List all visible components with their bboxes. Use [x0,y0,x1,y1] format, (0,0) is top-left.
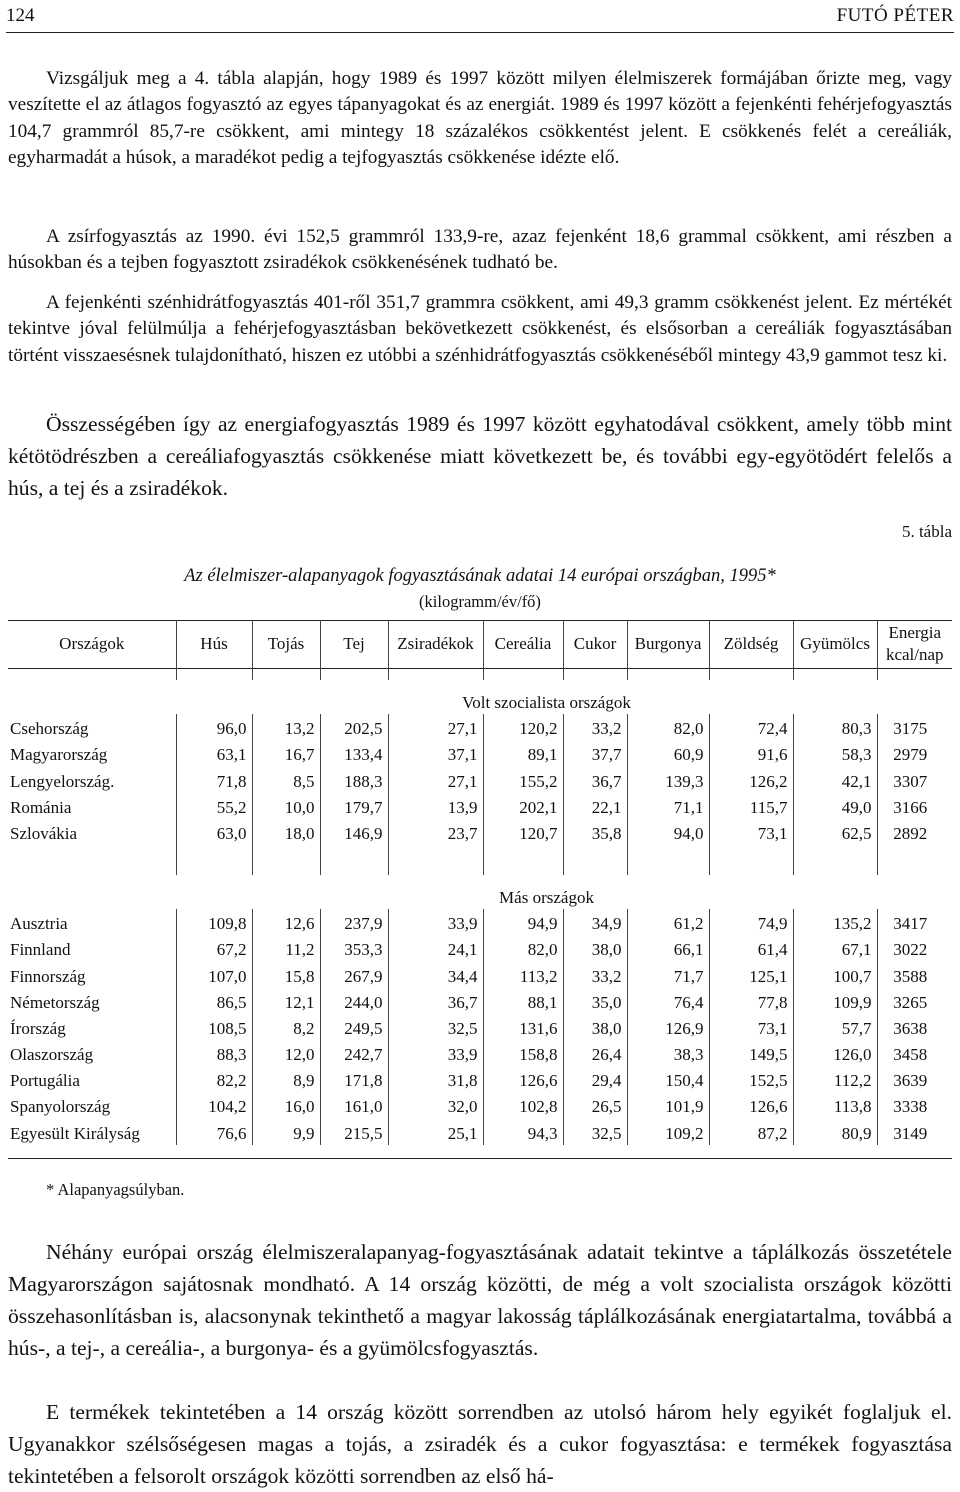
spacer-cell [388,668,483,680]
country-cell: Lengyelország. [10,771,115,791]
gap-cell [627,845,709,875]
value-cell: 109,2 [627,1118,709,1144]
value-cell: 8,9 [252,1066,320,1092]
spacer-cell [176,668,252,680]
gap-cell [483,845,563,875]
spacer-cell [793,668,877,680]
value-cell: 32,5 [563,1118,627,1144]
value-cell: 126,0 [793,1040,877,1066]
value-cell: 101,9 [627,1092,709,1118]
table-row [8,714,952,740]
table-row [8,740,952,766]
value-cell: 22,1 [563,793,627,819]
table-row [8,988,952,1014]
value-cell: 3022 [877,935,952,961]
value-cell: 135,2 [793,909,877,935]
value-cell: 27,1 [388,766,483,792]
country-cell: Magyarország [10,745,108,765]
value-cell: 96,0 [176,714,252,740]
value-cell: 26,4 [563,1040,627,1066]
table-row [8,1014,952,1040]
paragraph-carbohydrate: A fejenkénti szénhidrátfogyasztás 401-ről 351,7 grammra csökkent, ami 49,3 gramm csökkenést jelent. Ez mértékét tekintve jóval felülmúlja a fehérjefogyasztásban bekövetkezett csökkenést, és elsősorban a cereáliák fogyasztásában történt visszaesésnek tulajdonítható, hiszen ez utóbbi a szénhidrátfogyasztás csökkenéséből mintegy 43,9 gammot tesz ki. [8,292,952,366]
value-cell: 86,5 [176,988,252,1014]
column-header-energy [877,620,952,668]
value-cell: 249,5 [320,1014,388,1040]
value-cell: 15,8 [252,961,320,987]
value-cell: 38,0 [563,1014,627,1040]
table-row [8,935,952,961]
value-cell: 353,3 [320,935,388,961]
value-cell: 82,2 [176,1066,252,1092]
value-cell: 61,4 [709,935,793,961]
value-cell: 12,0 [252,1040,320,1066]
column-header-countries: Országok [59,634,125,653]
value-cell: 133,4 [320,740,388,766]
value-cell: 152,5 [709,1066,793,1092]
paragraph-ranking: E termékek tekintetében a 14 ország között sorrendben az utolsó három hely egyikét foglaljuk el. Ugyanakkor szélsőségesen magas a tojás, a zsiradék és a cukor fogyasztása: e termékek fogyasztása tekintetében a felsorolt országok közötti sorrendben az első há- [8,1400,952,1488]
table-row [8,819,952,845]
table-row [8,1118,952,1144]
country-cell: Csehország [10,719,89,739]
value-cell: 35,8 [563,819,627,845]
value-cell: 102,8 [483,1092,563,1118]
value-cell: 12,1 [252,988,320,1014]
value-cell: 12,6 [252,909,320,935]
value-cell: 25,1 [388,1118,483,1144]
country-cell: Ausztria [10,914,68,934]
value-cell: 109,9 [793,988,877,1014]
country-cell: Írország [10,1018,66,1038]
gap-cell [388,845,483,875]
value-cell: 215,5 [320,1118,388,1144]
value-cell: 9,9 [252,1118,320,1144]
value-cell: 94,9 [483,909,563,935]
column-header-sugar: Cukor [563,620,627,668]
value-cell: 26,5 [563,1092,627,1118]
value-cell: 23,7 [388,819,483,845]
value-cell: 2979 [877,740,952,766]
value-cell: 171,8 [320,1066,388,1092]
value-cell: 3458 [877,1040,952,1066]
value-cell: 149,5 [709,1040,793,1066]
column-header-potato: Burgonya [627,620,709,668]
spacer-cell [252,668,320,680]
value-cell: 33,9 [388,909,483,935]
table-number: 5. tábla [901,522,952,541]
value-cell: 179,7 [320,793,388,819]
gap-cell [877,845,952,875]
column-header-fats: Zsiradékok [388,620,483,668]
column-header-cereals: Cereália [483,620,563,668]
table-row [8,1092,952,1118]
country-cell: Spanyolország [10,1097,111,1117]
country-cell: Románia [10,797,72,817]
value-cell: 237,9 [320,909,388,935]
value-cell: 188,3 [320,766,388,792]
value-cell: 63,0 [176,819,252,845]
value-cell: 11,2 [252,935,320,961]
value-cell: 33,2 [563,961,627,987]
value-cell: 62,5 [793,819,877,845]
value-cell: 113,2 [483,961,563,987]
group-heading: Más országok [499,887,594,907]
value-cell: 88,3 [176,1040,252,1066]
value-cell: 3638 [877,1014,952,1040]
paragraph-protein: Vizsgáljuk meg a 4. tábla alapján, hogy 1989 és 1997 között milyen élelmiszerek formájában őrizte meg, vagy veszítette el az átlagos fogyasztó az egyes tápanyagokat és az energiát. 1989 és 1997 között a fejenkénti fehérjefogyasztás 104,7 grammról 85,7-re csökkent, ami mintegy 18 százalékos csökkentést jelent. E csökkenés felét a cereáliák, egyharmadát a húsok, a maradékot pedig a tejfogyasztás csökkenése idézte elő. [8,68,952,168]
value-cell: 49,0 [793,793,877,819]
value-cell: 80,3 [793,714,877,740]
table-body [8,668,952,1145]
value-cell: 16,7 [252,740,320,766]
value-cell: 77,8 [709,988,793,1014]
value-cell: 80,9 [793,1118,877,1144]
value-cell: 37,1 [388,740,483,766]
value-cell: 82,0 [483,935,563,961]
value-cell: 3338 [877,1092,952,1118]
value-cell: 155,2 [483,766,563,792]
value-cell: 3307 [877,766,952,792]
gap-cell [176,845,252,875]
value-cell: 3166 [877,793,952,819]
value-cell: 35,0 [563,988,627,1014]
consumption-table [8,620,952,1145]
gap-cell [563,845,627,875]
table-row [8,909,952,935]
value-cell: 31,8 [388,1066,483,1092]
value-cell: 82,0 [627,714,709,740]
column-header-fruit: Gyümölcs [793,620,877,668]
value-cell: 242,7 [320,1040,388,1066]
value-cell: 3588 [877,961,952,987]
gap-cell [320,845,388,875]
value-cell: 29,4 [563,1066,627,1092]
value-cell: 38,0 [563,935,627,961]
value-cell: 107,0 [176,961,252,987]
value-cell: 13,9 [388,793,483,819]
gap-cell [793,845,877,875]
gap-cell [252,845,320,875]
value-cell: 37,7 [563,740,627,766]
running-header-author: FUTÓ PÉTER [836,5,954,26]
value-cell: 88,1 [483,988,563,1014]
value-cell: 115,7 [709,793,793,819]
value-cell: 76,6 [176,1118,252,1144]
value-cell: 67,2 [176,935,252,961]
table-footnote: * Alapanyagsúlyban. [46,1180,185,1199]
country-cell: Szlovákia [10,823,78,843]
value-cell: 38,3 [627,1040,709,1066]
value-cell: 100,7 [793,961,877,987]
value-cell: 67,1 [793,935,877,961]
group-heading-row [8,875,952,909]
value-cell: 34,9 [563,909,627,935]
value-cell: 139,3 [627,766,709,792]
value-cell: 2892 [877,819,952,845]
value-cell: 104,2 [176,1092,252,1118]
value-cell: 16,0 [252,1092,320,1118]
group-heading-spacer [8,875,176,909]
value-cell: 71,1 [627,793,709,819]
value-cell: 60,9 [627,740,709,766]
value-cell: 27,1 [388,714,483,740]
table-unit: (kilogramm/év/fő) [419,592,541,611]
value-cell: 150,4 [627,1066,709,1092]
value-cell: 87,2 [709,1118,793,1144]
value-cell: 3417 [877,909,952,935]
value-cell: 74,9 [709,909,793,935]
value-cell: 3149 [877,1118,952,1144]
value-cell: 32,5 [388,1014,483,1040]
value-cell: 91,6 [709,740,793,766]
group-heading-spacer [8,680,176,714]
paragraph-fat: A zsírfogyasztás az 1990. évi 152,5 grammról 133,9-re, azaz fejenként 18,6 grammal csökkent, ami részben a húsokban és a tejben fogyasztott zsiradékok csökkenésének tudható be. [8,226,952,274]
column-header-meat: Hús [176,620,252,668]
value-cell: 33,9 [388,1040,483,1066]
value-cell: 66,1 [627,935,709,961]
value-cell: 244,0 [320,988,388,1014]
value-cell: 202,1 [483,793,563,819]
table-row [8,793,952,819]
table-row [8,961,952,987]
country-cell: Finnland [10,940,71,960]
country-cell: Németország [10,992,100,1012]
spacer-row [8,668,952,680]
value-cell: 73,1 [709,819,793,845]
paragraph-comparison: Néhány európai ország élelmiszeralapanyag-fogyasztásának adatait tekintve a táplálkozás összetétele Magyarországon sajátosnak mondható. A 14 ország közötti, de még a volt szocialista országok közötti összehasonlításban is, alacsonynak tekinthető a magyar lakosság táplálkozásának energiatartalma, továbbá a hús-, a tej-, a cereália-, a burgonya- és a gyümölcsfogyasztás. [8,1240,952,1360]
gap-cell [8,845,176,875]
value-cell: 113,8 [793,1092,877,1118]
group-heading: Volt szocialista országok [462,693,631,712]
value-cell: 108,5 [176,1014,252,1040]
value-cell: 131,6 [483,1014,563,1040]
spacer-cell [877,668,952,680]
table-row [8,766,952,792]
running-header [6,2,954,33]
value-cell: 8,2 [252,1014,320,1040]
column-header-energy-line1: Energia [888,623,942,642]
value-cell: 267,9 [320,961,388,987]
table-row [8,1066,952,1092]
value-cell: 24,1 [388,935,483,961]
value-cell: 94,3 [483,1118,563,1144]
value-cell: 109,8 [176,909,252,935]
value-cell: 73,1 [709,1014,793,1040]
value-cell: 33,2 [563,714,627,740]
value-cell: 8,5 [252,766,320,792]
value-cell: 10,0 [252,793,320,819]
value-cell: 120,2 [483,714,563,740]
value-cell: 126,2 [709,766,793,792]
table-bottom-rule [8,1158,952,1159]
value-cell: 76,4 [627,988,709,1014]
value-cell: 71,8 [176,766,252,792]
value-cell: 36,7 [563,766,627,792]
value-cell: 3175 [877,714,952,740]
spacer-cell [8,668,176,680]
value-cell: 36,7 [388,988,483,1014]
value-cell: 158,8 [483,1040,563,1066]
value-cell: 161,0 [320,1092,388,1118]
value-cell: 126,6 [709,1092,793,1118]
country-cell: Finnország [10,966,86,986]
value-cell: 89,1 [483,740,563,766]
value-cell: 63,1 [176,740,252,766]
column-header-energy-line2: kcal/nap [885,645,944,664]
spacer-cell [483,668,563,680]
value-cell: 112,2 [793,1066,877,1092]
value-cell: 61,2 [627,909,709,935]
value-cell: 126,9 [627,1014,709,1040]
value-cell: 32,0 [388,1092,483,1118]
value-cell: 126,6 [483,1066,563,1092]
spacer-cell [627,668,709,680]
page-number: 124 [6,5,35,26]
value-cell: 120,7 [483,819,563,845]
value-cell: 57,7 [793,1014,877,1040]
gap-row [8,845,952,875]
value-cell: 34,4 [388,961,483,987]
table-row [8,1040,952,1066]
country-cell: Olaszország [10,1045,94,1065]
value-cell: 13,2 [252,714,320,740]
country-cell: Egyesült Királyság [10,1123,140,1143]
value-cell: 3639 [877,1066,952,1092]
country-cell: Portugália [10,1071,80,1091]
value-cell: 58,3 [793,740,877,766]
gap-cell [709,845,793,875]
spacer-cell [709,668,793,680]
column-header-vegetables: Zöldség [709,620,793,668]
value-cell: 94,0 [627,819,709,845]
value-cell: 55,2 [176,793,252,819]
value-cell: 18,0 [252,819,320,845]
group-heading-row [8,680,952,714]
column-header-eggs: Tojás [252,620,320,668]
value-cell: 125,1 [709,961,793,987]
value-cell: 71,7 [627,961,709,987]
value-cell: 72,4 [709,714,793,740]
value-cell: 146,9 [320,819,388,845]
table-title: Az élelmiszer-alapanyagok fogyasztásának adatai 14 európai országban, 1995* [184,566,776,586]
column-header-milk: Tej [320,620,388,668]
paragraph-energy: Összességében így az energiafogyasztás 1989 és 1997 között egyhatodával csökkent, amely több mint kétötödrészben a cereáliafogyasztás csökkenése miatt következett be, és további egy-egyötödért felelős a hús, a tej és a zsiradékok. [8,412,952,500]
value-cell: 202,5 [320,714,388,740]
value-cell: 3265 [877,988,952,1014]
spacer-cell [320,668,388,680]
spacer-cell [563,668,627,680]
value-cell: 42,1 [793,766,877,792]
